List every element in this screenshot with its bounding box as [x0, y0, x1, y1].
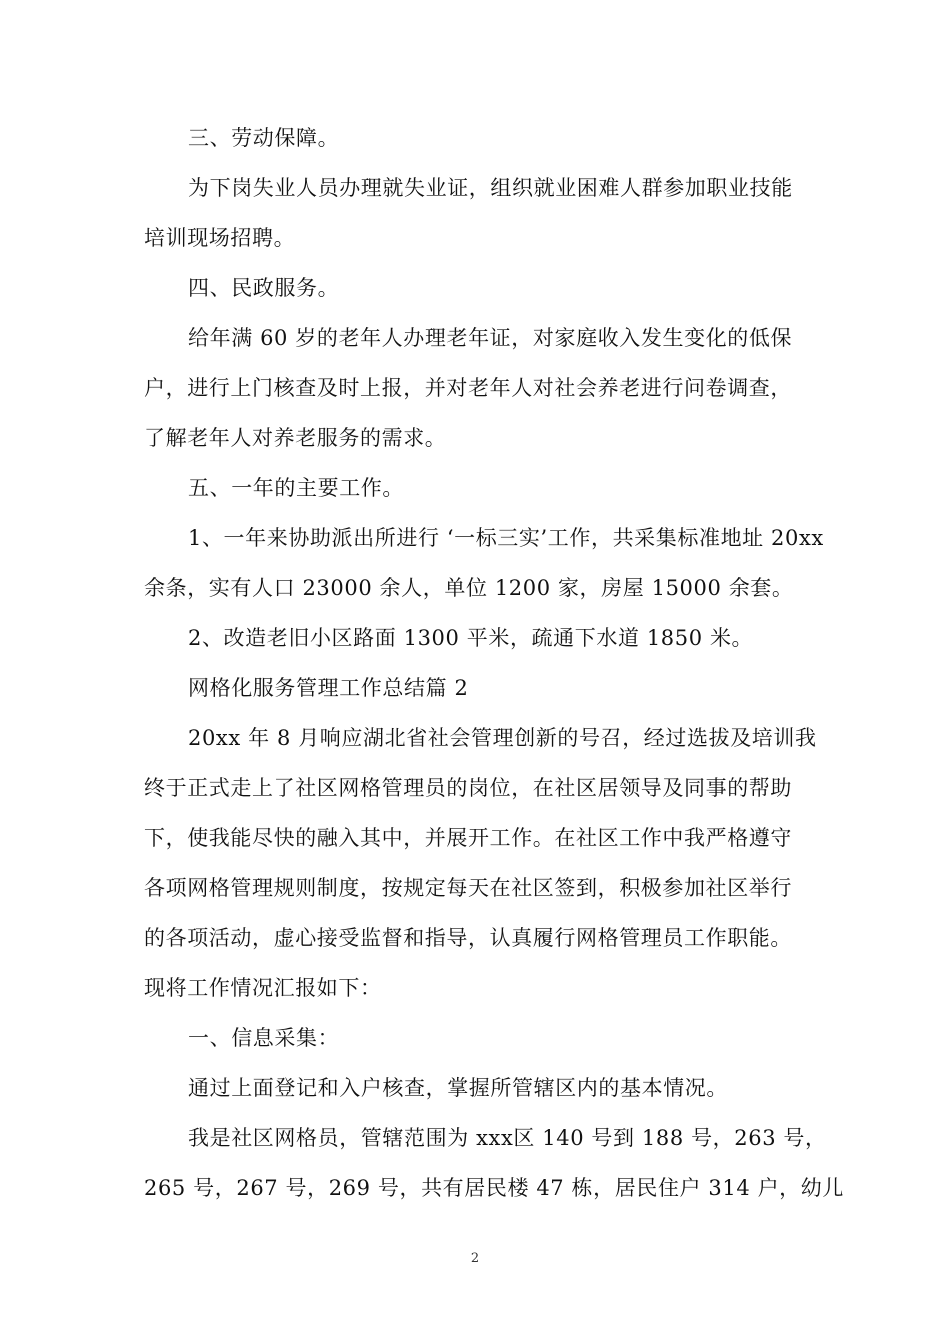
paragraph-line: 各项网格管理规则制度，按规定每天在社区签到，积极参加社区举行 — [144, 876, 792, 900]
paragraph-line: 终于正式走上了社区网格管理员的岗位，在社区居领导及同事的帮助 — [144, 776, 792, 800]
paragraph-line: 20xx 年 8 月响应湖北省社会管理创新的号召，经过选拔及培训我 — [188, 726, 817, 750]
paragraph-line: 下，使我能尽快的融入其中，并展开工作。在社区工作中我严格遵守 — [144, 826, 792, 850]
paragraph-line: 现将工作情况汇报如下： — [144, 976, 382, 1000]
paragraph-line: 的各项活动，虚心接受监督和指导，认真履行网格管理员工作职能。 — [144, 926, 792, 950]
paragraph-line: 265 号，267 号，269 号，共有居民楼 47 栋，居民住户 314 户，幼儿 — [144, 1176, 844, 1200]
paragraph-line: 一、信息采集： — [188, 1026, 340, 1050]
paragraph-line: 为下岗失业人员办理就失业证，组织就业困难人群参加职业技能 — [188, 176, 793, 200]
paragraph-line: 2、改造老旧小区路面 1300 平米，疏通下水道 1850 米。 — [188, 626, 754, 650]
paragraph-line: 四、民政服务。 — [188, 276, 340, 300]
paragraph-line: 了解老年人对养老服务的需求。 — [144, 426, 447, 450]
paragraph-line: 户，进行上门核查及时上报，并对老年人对社会养老进行问卷调查， — [144, 376, 792, 400]
paragraph-line: 1、一年来协助派出所进行 ‘一标三实’工作，共采集标准地址 20xx — [188, 526, 824, 550]
page-number: 2 — [470, 1251, 480, 1266]
paragraph-line: 给年满 60 岁的老年人办理老年证，对家庭收入发生变化的低保 — [188, 326, 793, 350]
paragraph-line: 余条，实有人口 23000 余人，单位 1200 家，房屋 15000 余套。 — [144, 576, 794, 600]
paragraph-line: 培训现场招聘。 — [144, 226, 296, 250]
paragraph-line: 三、劳动保障。 — [188, 126, 340, 150]
paragraph-line: 五、一年的主要工作。 — [188, 476, 404, 500]
paragraph-line: 我是社区网格员，管辖范围为 xxx区 140 号到 188 号，263 号， — [188, 1126, 827, 1150]
section-heading: 网格化服务管理工作总结篇 2 — [188, 676, 469, 700]
paragraph-line: 通过上面登记和入户核查，掌握所管辖区内的基本情况。 — [188, 1076, 728, 1100]
